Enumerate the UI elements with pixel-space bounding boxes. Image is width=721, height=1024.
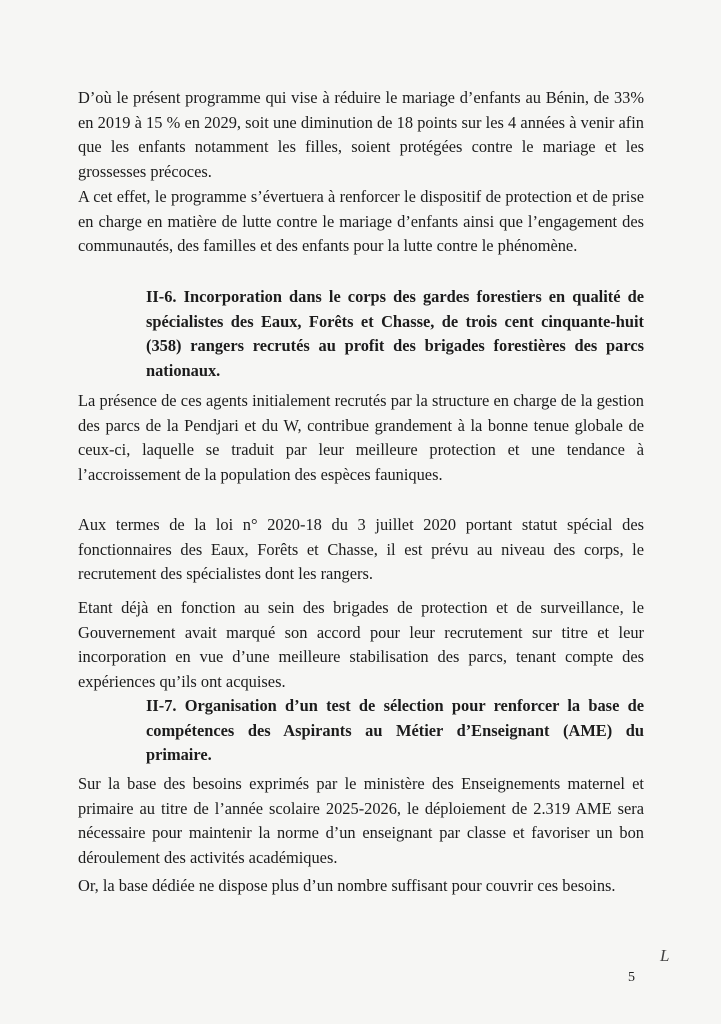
section-heading-ii-7: II-7. Organisation d’un test de sélection pour renforcer la base de compétences des Aspirants au Métier d’Enseignant (AME) du primaire. xyxy=(146,696,644,765)
paragraph-ame-needs: Sur la base des besoins exprimés par le ministère des Enseignements maternel et primaire au titre de l’année scolaire 2025-2026, le déploiement de 2.319 AME sera nécessaire pour maintenir la norme d’un enseignant par classe et favoriser un bon déroulement des activités académiques. xyxy=(78,774,644,867)
page-number: 5 xyxy=(628,970,635,985)
handwritten-initial: L xyxy=(660,946,670,965)
paragraph-government-agreement: Etant déjà en fonction au sein des brigades de protection et de surveillance, le Gouvernement avait marqué son accord pour leur recrutement sur titre et leur incorporation en vue d’une meilleure stabilisation des parcs, tenant compte des expériences qu’ils ont acquises. xyxy=(78,598,644,691)
paragraph-agents-presence: La présence de ces agents initialement recrutés par la structure en charge de la gestion des parcs de la Pendjari et du W, contribue grandement à la bonne tenue globale de ceux-ci, laquelle se traduit par leur meilleure protection et une tendance à l’accroissement de la population des espèces fauniques. xyxy=(78,391,644,484)
paragraph-law-2020-18: Aux termes de la loi n° 2020-18 du 3 juillet 2020 portant statut spécial des fonctionnaires des Eaux, Forêts et Chasse, il est prévu au niveau des corps, le recrutement des spécialistes dont les rangers. xyxy=(78,515,644,584)
paragraph-insufficient-base: Or, la base dédiée ne dispose plus d’un nombre suffisant pour couvrir ces besoins. xyxy=(78,876,616,895)
section-heading-ii-6: II-6. Incorporation dans le corps des gardes forestiers en qualité de spécialistes des Eaux, Forêts et Chasse, de trois cent cinquante-huit (358) rangers recrutés au profit des brigades forestières des parcs nationaux. xyxy=(146,287,644,380)
paragraph-child-marriage-goal: D’où le présent programme qui vise à réduire le mariage d’enfants au Bénin, de 33% en 2019 à 15 % en 2029, soit une diminution de 18 points sur les 4 années à venir afin que les enfants notamment les filles, soient protégées contre le mariage et les grossesses précoces. xyxy=(78,88,644,181)
paragraph-program-effect: A cet effet, le programme s’évertuera à renforcer le dispositif de protection et de prise en charge en matière de lutte contre le mariage d’enfants ainsi que l’engagement des communautés, des familles et des enfants pour la lutte contre le phénomène. xyxy=(78,187,644,256)
